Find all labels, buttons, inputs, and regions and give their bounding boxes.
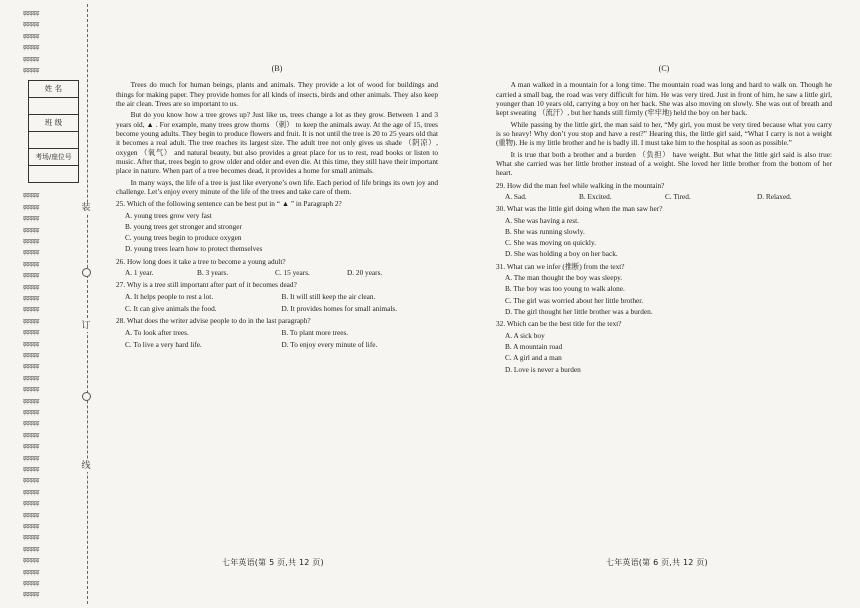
margin-pattern-row: ढ़ढ़ढ़ढ़ढ़ <box>23 192 39 200</box>
margin-pattern-row: ढ़ढ़ढ़ढ़ढ़ <box>23 295 39 302</box>
margin-pattern-row: ढ़ढ़ढ़ढ़ढ़ <box>23 523 39 530</box>
margin-pattern-row: ढ़ढ़ढ़ढ़ढ़ <box>23 363 39 371</box>
margin-pattern-row: ढ़ढ़ढ़ढ़ढ़ <box>23 272 39 280</box>
seal-cut-line <box>87 4 88 604</box>
margin-pattern-row: ढ़ढ़ढ़ढ़ढ़ <box>23 21 39 29</box>
passage-paragraph: It is true that both a brother and a burden （负担） have weight. But what the little girl said is also true: What she carried was her little brother instead of a weight. She loved her little brother from the bottom of her heart. <box>496 149 832 178</box>
answer-option: B. Excited. <box>579 191 612 201</box>
margin-pattern-row: ढ़ढ़ढ़ढ़ढ़ <box>23 260 39 268</box>
answer-option: C. young trees begin to produce oxygen <box>125 233 242 243</box>
margin-pattern-row: ढ़ढ़ढ़ढ़ढ़ <box>23 397 39 405</box>
seal-char-xian: 线 <box>78 460 94 472</box>
section-title: (C) <box>658 64 670 73</box>
answer-option: B. A mountain road <box>505 342 563 352</box>
answer-option: B. It will still keep the air clean. <box>281 291 376 301</box>
seal-circle <box>82 392 91 401</box>
margin-pattern-row: ढ़ढ़ढ़ढ़ढ़ <box>23 580 39 587</box>
margin-pattern-row: ढ़ढ़ढ़ढ़ढ़ <box>23 226 39 234</box>
answer-option: A. Sad. <box>505 191 527 201</box>
question-stem: 32. Which can be the best title for the text? <box>496 319 622 329</box>
answer-option: C. It can give animals the food. <box>125 304 217 314</box>
answer-option: B. To plant more trees. <box>281 327 349 337</box>
seal-circle <box>82 268 91 277</box>
margin-pattern-row: ढ़ढ़ढ़ढ़ढ़ <box>23 534 39 542</box>
margin-pattern-row: ढ़ढ़ढ़ढ़ढ़ <box>23 466 39 473</box>
answer-option: D. To enjoy every minute of life. <box>281 340 378 350</box>
margin-pattern-row: ढ़ढ़ढ़ढ़ढ़ <box>23 568 39 576</box>
answer-option: B. 3 years. <box>197 268 229 278</box>
answer-option: A. young trees grow very fast <box>125 210 212 220</box>
margin-pattern-row: ढ़ढ़ढ़ढ़ढ़ <box>23 215 39 223</box>
question-stem: 29. How did the man feel while walking in the mountain? <box>496 180 665 190</box>
answer-option: C. Tired. <box>665 191 691 201</box>
question-stem: 26. How long does it take a tree to become a young adult? <box>116 256 286 266</box>
passage-paragraph: In many ways, the life of a tree is just like everyone’s own life. Each period of life brings its own joy and challenge. Let’s enjoy every minute of the life of the trees and take care of them. <box>116 177 438 196</box>
margin-pattern-row: ढ़ढ़ढ़ढ़ढ़ <box>23 44 39 52</box>
answer-option: C. To live a very hard life. <box>125 340 202 350</box>
margin-pattern-row: ढ़ढ़ढ़ढ़ढ़ <box>23 238 39 245</box>
answer-option: A. The man thought the boy was sleepy. <box>505 273 623 283</box>
margin-pattern-row: ढ़ढ़ढ़ढ़ढ़ <box>23 249 39 257</box>
answer-options-row <box>125 292 438 301</box>
passage-paragraph: While passing by the little girl, the man said to her, “My girl, you must be very tired because what you carry is so heavy! Why don’t you stop and have a rest?” Hearing this, the little girl said, “What I carry is not a weight (重物). He is my little brother and he is badly ill. I must take him to the hospital as soon as possible.” <box>496 119 832 148</box>
margin-pattern-row: ढ़ढ़ढ़ढ़ढ़ <box>23 409 39 416</box>
margin-pattern-row: ढ़ढ़ढ़ढ़ढ़ <box>23 545 39 553</box>
answer-option: B. The boy was too young to walk alone. <box>505 284 625 294</box>
question-stem: 31. What can we infer (推断) from the text? <box>496 261 625 271</box>
passage-c-column <box>496 64 832 376</box>
answer-option: A. 1 year. <box>125 268 154 278</box>
margin-pattern-row: ढ़ढ़ढ़ढ़ढ़ <box>23 306 39 314</box>
answer-option: D. 20 years. <box>347 268 383 278</box>
answer-option: C. The girl was worried about her little brother. <box>505 295 644 305</box>
page-footer-right: 七年英语(第 6 页,共 12 页) <box>606 558 708 567</box>
answer-options-row <box>125 340 438 349</box>
answer-option: C. A girl and a man <box>505 353 562 363</box>
margin-pattern-row: ढ़ढ़ढ़ढ़ढ़ <box>23 443 39 451</box>
margin-pattern-row: ढ़ढ़ढ़ढ़ढ़ <box>23 500 39 508</box>
question-stem: 28. What does the writer advise people to do in the last paragraph? <box>116 316 311 326</box>
margin-pattern-row: ढ़ढ़ढ़ढ़ढ़ <box>23 10 39 17</box>
question-stem: 25. Which of the following sentence can be best put in “ ▲ ” in Paragraph 2? <box>116 199 342 209</box>
margin-pattern-row: ढ़ढ़ढ़ढ़ढ़ <box>23 283 39 291</box>
answer-option: D. Love is never a burden <box>505 364 581 374</box>
class-label: 班 级 <box>29 115 79 132</box>
margin-pattern-row: ढ़ढ़ढ़ढ़ढ़ <box>23 557 39 565</box>
answer-options-row <box>125 268 438 277</box>
margin-pattern-row: ढ़ढ़ढ़ढ़ढ़ <box>23 329 39 337</box>
margin-pattern-row: ढ़ढ़ढ़ढ़ढ़ <box>23 317 39 325</box>
answer-option: A. It helps people to rest a lot. <box>125 291 214 301</box>
margin-pattern-row: ढ़ढ़ढ़ढ़ढ़ <box>23 454 39 462</box>
passage-paragraph: A man walked in a mountain for a long time. The mountain road was long and hard to walk on. Though he carried a small bag, the road was very difficult for him. He was very tired. Just in front of him, he saw a little girl, younger than 10 years old, carrying a boy on her back. She was also moving on slowly. She was out of breath and kept sweating （流汗）, but her hands still firmly (牢牢地) held the boy on her back. <box>496 80 832 118</box>
answer-option: B. She was running slowly. <box>505 226 585 236</box>
passage-paragraph: Trees do much for human beings, plants and animals. They provide a lot of wood for buildings and things for making paper. They provide homes for all kinds of insects, birds and other animals. They also keep the air clean. Trees are so important to us. <box>116 80 438 108</box>
margin-pattern-row: ढ़ढ़ढ़ढ़ढ़ <box>23 420 39 428</box>
answer-option: C. She was moving on quickly. <box>505 238 596 248</box>
margin-pattern-row: ढ़ढ़ढ़ढ़ढ़ <box>23 203 39 211</box>
answer-option: C. 15 years. <box>275 268 310 278</box>
margin-pattern-row: ढ़ढ़ढ़ढ़ढ़ <box>23 591 39 599</box>
answer-options-row <box>505 192 832 201</box>
seal-char-ding: 订 <box>78 320 94 332</box>
answer-option: D. The girl thought her little brother was a burden. <box>505 307 653 317</box>
name-label: 姓 名 <box>29 81 79 98</box>
margin-pattern-row: ढ़ढ़ढ़ढ़ढ़ <box>23 477 39 485</box>
answer-option: A. A sick boy <box>505 330 545 340</box>
margin-pattern-row: ढ़ढ़ढ़ढ़ढ़ <box>23 32 39 40</box>
margin-pattern-row: ढ़ढ़ढ़ढ़ढ़ <box>23 386 39 394</box>
question-stem: 27. Why is a tree still important after part of it becomes dead? <box>116 280 297 290</box>
answer-option: D. young trees learn how to protect themselves <box>125 244 263 254</box>
margin-pattern-row: ढ़ढ़ढ़ढ़ढ़ <box>23 374 39 382</box>
seal-char-zhuang: 装 <box>78 202 94 214</box>
answer-options-row <box>125 328 438 337</box>
margin-pattern-row: ढ़ढ़ढ़ढ़ढ़ <box>23 488 39 496</box>
answer-option: D. It provides homes for small animals. <box>281 304 398 314</box>
margin-pattern-row: ढ़ढ़ढ़ढ़ढ़ <box>23 55 39 63</box>
answer-options-row <box>125 304 438 313</box>
question-stem: 30. What was the little girl doing when the man saw her? <box>496 204 663 214</box>
margin-pattern-row: ढ़ढ़ढ़ढ़ढ़ <box>23 67 39 74</box>
answer-option: D. Relaxed. <box>757 191 792 201</box>
margin-pattern-row: ढ़ढ़ढ़ढ़ढ़ <box>23 340 39 348</box>
section-title: (B) <box>271 64 283 73</box>
name-blank[interactable] <box>29 98 79 115</box>
answer-option: A. To look after trees. <box>125 327 189 337</box>
answer-option: D. She was holding a boy on her back. <box>505 249 618 259</box>
class-blank[interactable] <box>29 132 79 149</box>
student-info-table <box>28 80 79 183</box>
passage-b-column <box>116 64 438 352</box>
binding-margin <box>0 0 98 608</box>
answer-option: B. young trees get stronger and stronger <box>125 221 242 231</box>
answer-option: A. She was having a rest. <box>505 215 579 225</box>
seat-label: 考场/座位号 <box>29 149 79 166</box>
passage-paragraph: But do you know how a tree grows up? Just like us, trees change a lot as they grow. Between 1 and 3 years old, ▲ . For example, many trees grow thorns （刺） to keep the animals away. At the age of 15, trees become young adults. They begin to produce flowers and fruit. It is not until the tree is 20 to 25 years old that it becomes a real adult. The tree reaches its largest size. The adult tree not only gives us shade （阴凉）, oxygen （氧气） and natural beauty, but also provides a great place for us to rest, read books or listen to music. After that, trees begin to grow older and older and even die. At this time, they still have their important place in nature. When part of a tree becomes dead, it provides a home for small animals. <box>116 110 438 176</box>
seat-blank[interactable] <box>29 166 79 183</box>
margin-pattern-row: ढ़ढ़ढ़ढ़ढ़ <box>23 511 39 519</box>
page-footer-left: 七年英语(第 5 页,共 12 页) <box>222 558 324 567</box>
margin-pattern-row: ढ़ढ़ढ़ढ़ढ़ <box>23 352 39 359</box>
margin-pattern-row: ढ़ढ़ढ़ढ़ढ़ <box>23 431 39 439</box>
